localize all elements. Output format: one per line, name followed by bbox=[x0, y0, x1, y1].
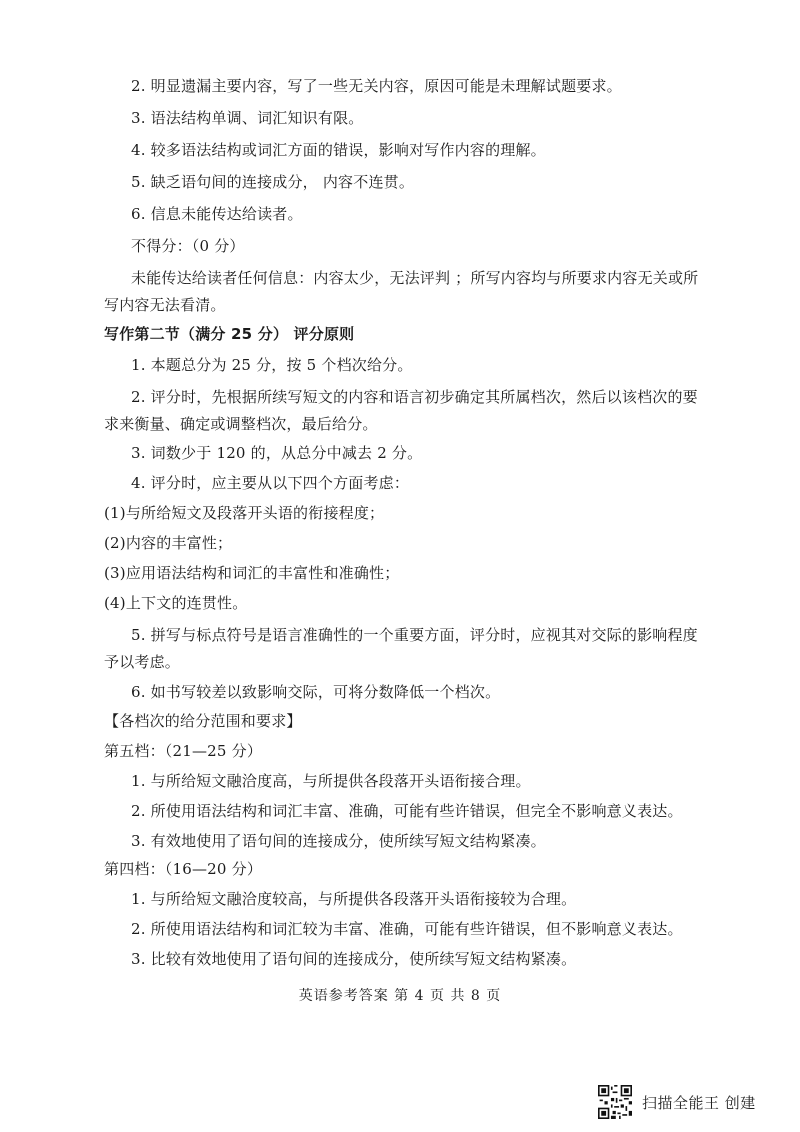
text-line: 未能传达给读者任何信息：内容太少，无法评判 ；所写内容均与所要求内容无关或所 bbox=[131, 269, 699, 287]
qr-code-icon bbox=[598, 1085, 632, 1119]
text-line: 2. 所使用语法结构和词汇丰富、准确，可能有些许错误，但完全不影响意义表达。 bbox=[131, 802, 683, 820]
subsection-heading: 【各档次的给分范围和要求】 bbox=[104, 712, 302, 730]
text-line: 6. 信息未能传达给读者。 bbox=[131, 205, 303, 223]
text-line: 5. 拼写与标点符号是语言准确性的一个重要方面，评分时，应视其对交际的影响程度 bbox=[131, 626, 698, 644]
text-line: (4)上下文的连贯性。 bbox=[104, 594, 248, 612]
text-line: 不得分：（0 分） bbox=[131, 237, 245, 255]
text-line: 2. 所使用语法结构和词汇较为丰富、准确，可能有些许错误，但不影响意义表达。 bbox=[131, 920, 683, 938]
text-line: 4. 较多语法结构或词汇方面的错误，影响对写作内容的理解。 bbox=[131, 141, 546, 159]
text-line: (3)应用语法结构和词汇的丰富性和准确性； bbox=[104, 564, 400, 582]
scanner-watermark bbox=[598, 1084, 756, 1120]
text-line: 5. 缺乏语句间的连接成分， 内容不连贯。 bbox=[131, 173, 415, 191]
watermark-text: 扫描全能王 创建 bbox=[642, 1093, 756, 1112]
text-line: 6. 如书写较差以致影响交际，可将分数降低一个档次。 bbox=[131, 683, 501, 701]
text-line: 2. 明显遗漏主要内容，写了一些无关内容，原因可能是未理解试题要求。 bbox=[131, 77, 622, 95]
text-line: (1)与所给短文及段落开头语的衔接程度； bbox=[104, 504, 385, 522]
text-line: 1. 本题总分为 25 分，按 5 个档次给分。 bbox=[131, 356, 413, 374]
section-heading: 写作第二节（满分 25 分） 评分原则 bbox=[104, 325, 355, 343]
page-footer: 英语参考答案 第 4 页 共 8 页 bbox=[298, 988, 502, 1004]
grade-heading: 第五档：（21—25 分） bbox=[104, 742, 263, 760]
text-line: 3. 语法结构单调、词汇知识有限。 bbox=[131, 109, 364, 127]
text-line: (2)内容的丰富性； bbox=[104, 534, 233, 552]
text-line: 予以考虑。 bbox=[104, 653, 181, 671]
text-line: 3. 有效地使用了语句间的连接成分，使所续写短文结构紧凑。 bbox=[131, 832, 546, 850]
text-line: 3. 词数少于 120 的，从总分中减去 2 分。 bbox=[131, 444, 423, 462]
text-line: 求来衡量、确定或调整档次，最后给分。 bbox=[104, 415, 378, 433]
text-line: 写内容无法看清。 bbox=[104, 296, 226, 314]
text-line: 1. 与所给短文融洽度较高，与所提供各段落开头语衔接较为合理。 bbox=[131, 890, 577, 908]
text-line: 3. 比较有效地使用了语句间的连接成分，使所续写短文结构紧凑。 bbox=[131, 950, 577, 968]
text-line: 2. 评分时，先根据所续写短文的内容和语言初步确定其所属档次，然后以该档次的要 bbox=[131, 388, 698, 406]
text-line: 4. 评分时，应主要从以下四个方面考虑： bbox=[131, 474, 410, 492]
grade-heading: 第四档：（16—20 分） bbox=[104, 860, 263, 878]
text-line: 1. 与所给短文融洽度高，与所提供各段落开头语衔接合理。 bbox=[131, 772, 531, 790]
